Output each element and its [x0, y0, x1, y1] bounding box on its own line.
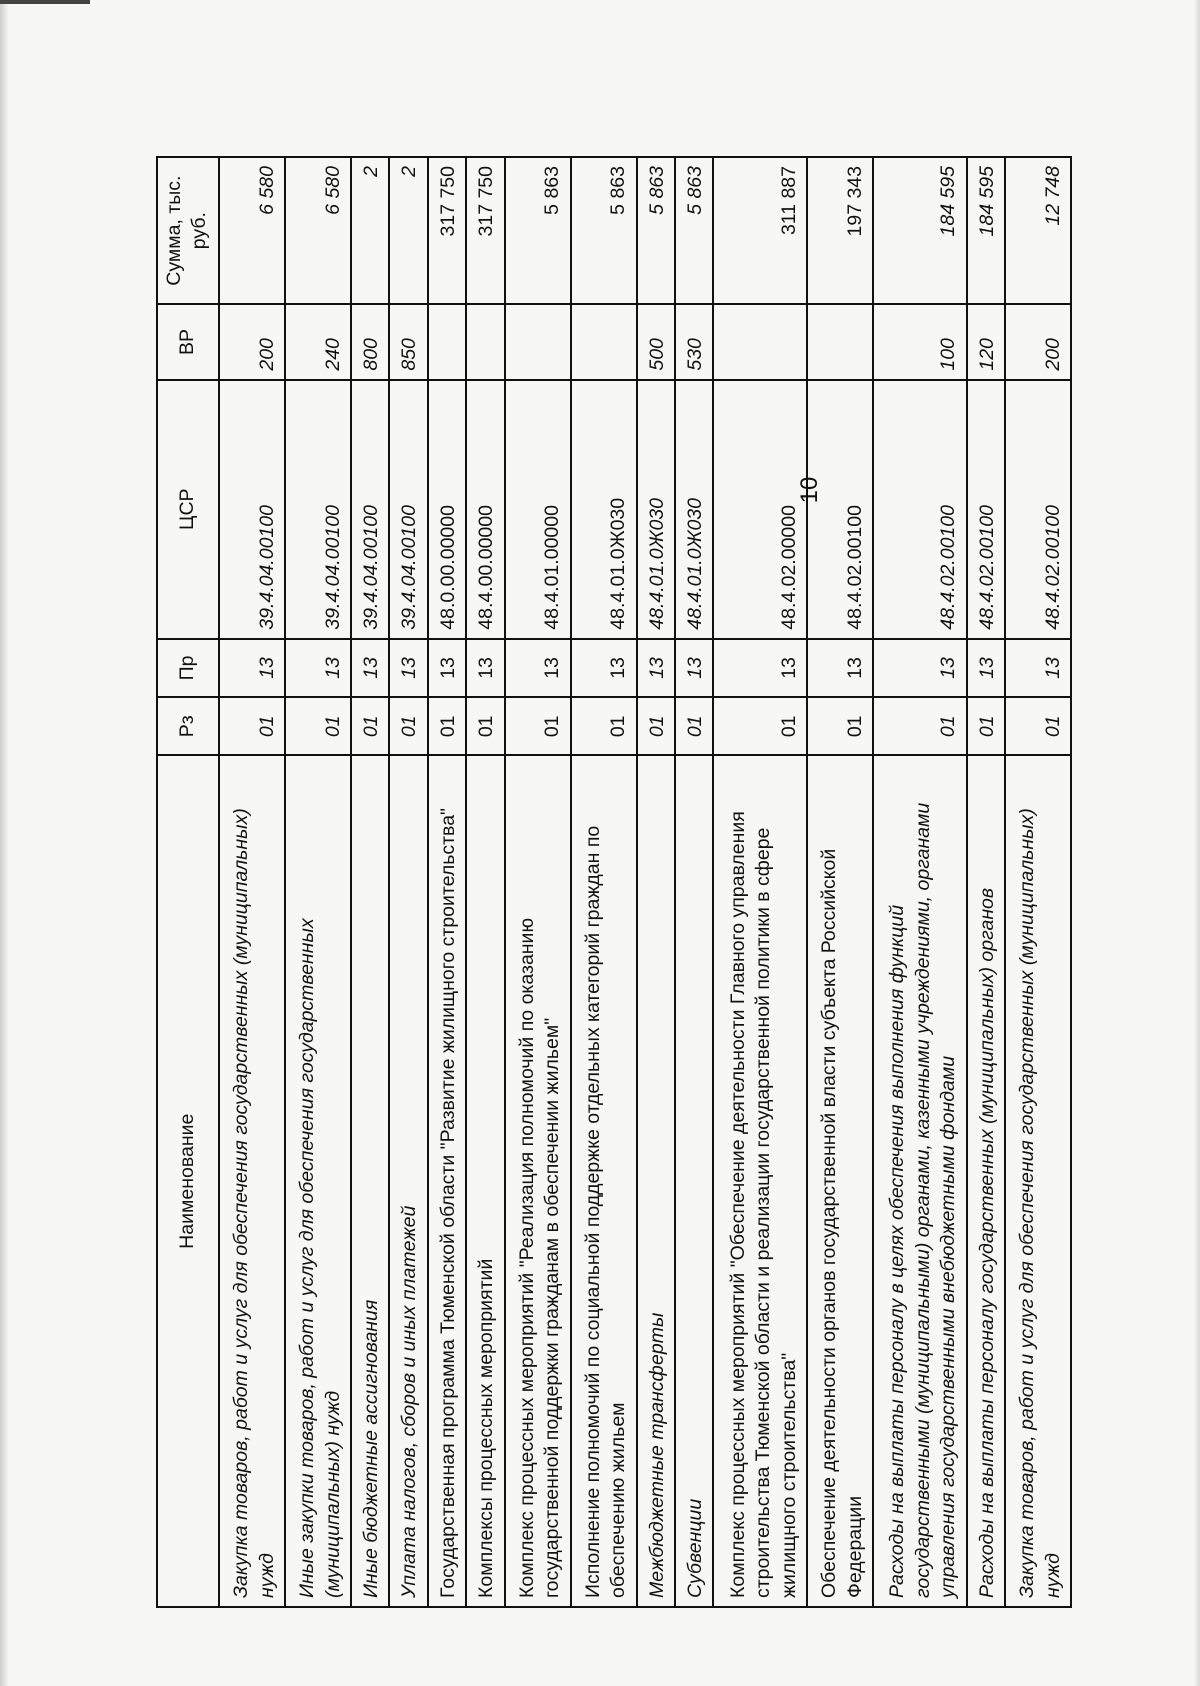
cell-sum: 5 863 [637, 157, 675, 304]
page-number: 10 [796, 476, 823, 504]
cell-csr: 48.4.02.00000 [713, 380, 807, 639]
cell-csr: 39.4.04.00100 [389, 380, 427, 639]
cell-name: Закупка товаров, работ и услуг для обеспечения государственных (муниципальных) нужд [219, 756, 285, 1608]
cell-pr: 13 [807, 639, 873, 697]
cell-rz: 01 [285, 697, 351, 755]
cell-rz: 01 [466, 697, 504, 755]
cell-rz: 01 [713, 697, 807, 755]
cell-name: Исполнение полномочий по социальной поддержке отдельных категорий граждан по обеспечению жильем [571, 756, 637, 1608]
table-row [713, 157, 807, 1607]
budget-table-container [156, 156, 1072, 1608]
table-row [807, 157, 873, 1607]
header-pr: Пр [157, 639, 219, 697]
table-row [351, 157, 389, 1607]
cell-pr: 13 [713, 639, 807, 697]
cell-pr: 13 [285, 639, 351, 697]
cell-rz: 01 [428, 697, 466, 755]
cell-pr: 13 [1005, 639, 1071, 697]
scan-edge-right [1194, 0, 1200, 1686]
cell-name: Субвенции [675, 756, 713, 1608]
cell-name: Расходы на выплаты персоналу в целях обеспечения выполнения функций государственными (муниципальными) органами, казенными учреждениями, органами управления государственными внебюджетными фондами [873, 756, 967, 1608]
cell-csr: 48.4.00.00000 [466, 380, 504, 639]
budget-table [156, 156, 1072, 1608]
cell-vr [571, 304, 637, 379]
cell-name: Закупка товаров, работ и услуг для обеспечения государственных (муниципальных) нужд [1005, 756, 1071, 1608]
cell-sum: 12 748 [1005, 157, 1071, 304]
cell-pr: 13 [637, 639, 675, 697]
cell-rz: 01 [967, 697, 1005, 755]
cell-rz: 01 [219, 697, 285, 755]
cell-vr [713, 304, 807, 379]
cell-pr: 13 [505, 639, 571, 697]
cell-sum: 2 [389, 157, 427, 304]
table-header-row [157, 157, 219, 1607]
cell-sum: 2 [351, 157, 389, 304]
header-rz: Рз [157, 697, 219, 755]
cell-sum: 311 887 [713, 157, 807, 304]
table-row [967, 157, 1005, 1607]
header-name: Наименование [157, 756, 219, 1608]
cell-sum: 5 863 [505, 157, 571, 304]
cell-csr: 48.4.02.00100 [873, 380, 967, 639]
cell-csr: 48.4.02.00100 [807, 380, 873, 639]
cell-name: Уплата налогов, сборов и иных платежей [389, 756, 427, 1608]
cell-csr: 48.4.01.0Ж030 [637, 380, 675, 639]
cell-vr [428, 304, 466, 379]
cell-sum: 184 595 [967, 157, 1005, 304]
cell-csr: 48.4.02.00100 [1005, 380, 1071, 639]
cell-vr [807, 304, 873, 379]
cell-pr: 13 [389, 639, 427, 697]
table-row [285, 157, 351, 1607]
cell-vr [466, 304, 504, 379]
cell-rz: 01 [807, 697, 873, 755]
cell-sum: 317 750 [466, 157, 504, 304]
cell-rz: 01 [389, 697, 427, 755]
cell-vr: 500 [637, 304, 675, 379]
scan-edge-left [0, 0, 8, 1686]
cell-csr: 48.4.01.00000 [505, 380, 571, 639]
cell-name: Государственная программа Тюменской области "Развитие жилищного строительства" [428, 756, 466, 1608]
cell-pr: 13 [571, 639, 637, 697]
cell-name: Комплекс процессных мероприятий "Обеспечение деятельности Главного управления строительства Тюменской области и реализации государственной политики в сфере жилищного строительства" [713, 756, 807, 1608]
cell-vr: 800 [351, 304, 389, 379]
cell-sum: 6 580 [285, 157, 351, 304]
cell-rz: 01 [351, 697, 389, 755]
cell-csr: 39.4.04.00100 [285, 380, 351, 639]
table-row [428, 157, 466, 1607]
table-row [873, 157, 967, 1607]
cell-rz: 01 [873, 697, 967, 755]
cell-pr: 13 [466, 639, 504, 697]
cell-vr: 850 [389, 304, 427, 379]
cell-rz: 01 [1005, 697, 1071, 755]
cell-sum: 317 750 [428, 157, 466, 304]
cell-rz: 01 [571, 697, 637, 755]
cell-sum: 6 580 [219, 157, 285, 304]
cell-csr: 48.4.01.0Ж030 [571, 380, 637, 639]
cell-vr: 240 [285, 304, 351, 379]
cell-pr: 13 [873, 639, 967, 697]
table-row [1005, 157, 1071, 1607]
cell-csr: 39.4.04.00100 [219, 380, 285, 639]
cell-rz: 01 [505, 697, 571, 755]
header-sum: Сумма, тыс. руб. [157, 157, 219, 304]
table-row [389, 157, 427, 1607]
cell-vr: 100 [873, 304, 967, 379]
cell-csr: 48.4.01.0Ж030 [675, 380, 713, 639]
cell-sum: 197 343 [807, 157, 873, 304]
cell-name: Иные закупки товаров, работ и услуг для обеспечения государственных (муниципальных) нужд [285, 756, 351, 1608]
cell-vr: 200 [219, 304, 285, 379]
cell-csr: 48.0.00.00000 [428, 380, 466, 639]
cell-pr: 13 [967, 639, 1005, 697]
cell-vr: 200 [1005, 304, 1071, 379]
cell-csr: 39.4.04.00100 [351, 380, 389, 639]
cell-csr: 48.4.02.00100 [967, 380, 1005, 639]
cell-name: Межбюджетные трансферты [637, 756, 675, 1608]
table-row [571, 157, 637, 1607]
table-row [505, 157, 571, 1607]
header-vr: ВР [157, 304, 219, 379]
cell-vr: 530 [675, 304, 713, 379]
table-body [219, 157, 1071, 1607]
header-csr: ЦСР [157, 380, 219, 639]
cell-sum: 184 595 [873, 157, 967, 304]
cell-rz: 01 [675, 697, 713, 755]
cell-pr: 13 [428, 639, 466, 697]
cell-name: Комплекс процессных мероприятий "Реализация полномочий по оказанию государственной поддержки гражданам в обеспечении жильем" [505, 756, 571, 1608]
cell-name: Комплексы процессных мероприятий [466, 756, 504, 1608]
cell-vr: 120 [967, 304, 1005, 379]
table-row [466, 157, 504, 1607]
scan-corner-mark [0, 0, 90, 4]
table-row [219, 157, 285, 1607]
cell-name: Обеспечение деятельности органов государственной власти субъекта Российской Федерации [807, 756, 873, 1608]
cell-pr: 13 [675, 639, 713, 697]
cell-sum: 5 863 [571, 157, 637, 304]
cell-name: Расходы на выплаты персоналу государственных (муниципальных) органов [967, 756, 1005, 1608]
cell-pr: 13 [219, 639, 285, 697]
cell-vr [505, 304, 571, 379]
cell-name: Иные бюджетные ассигнования [351, 756, 389, 1608]
cell-pr: 13 [351, 639, 389, 697]
cell-rz: 01 [637, 697, 675, 755]
table-row [637, 157, 675, 1607]
table-row [675, 157, 713, 1607]
cell-sum: 5 863 [675, 157, 713, 304]
